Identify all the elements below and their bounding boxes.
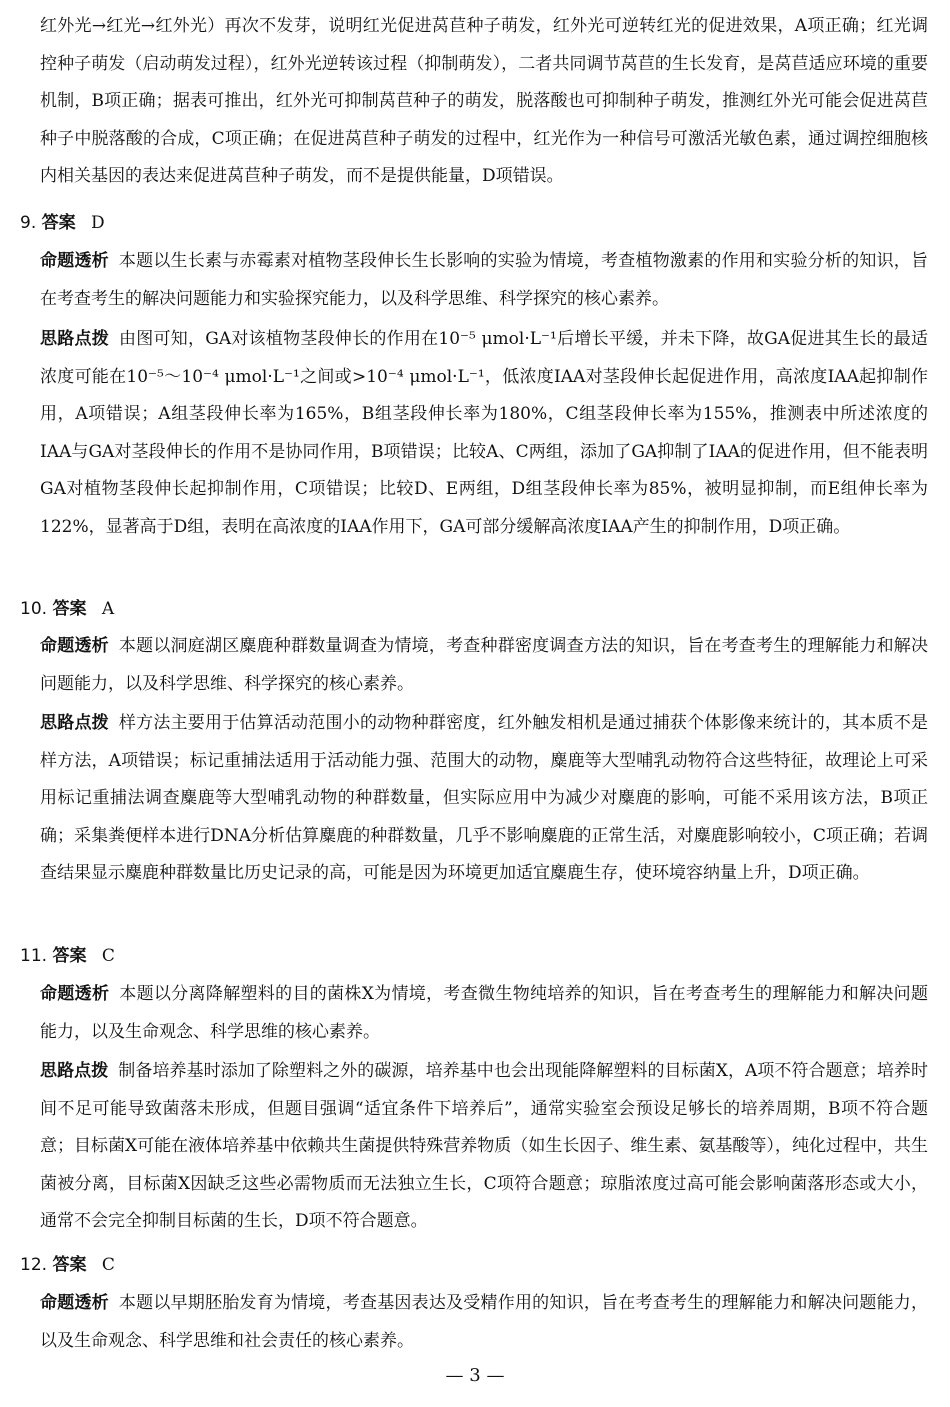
answer-label: 答案 [41, 213, 76, 233]
hint-text: 样方法主要用于估算活动范围小的动物种群密度，红外触发相机是通过捕获个体影像来统计的，其本质不是样方法，A项错误；标记重捕法适用于活动能力强、范围大的动物，麋鹿等大型哺乳动物符合这些特征，故理论上可采用标记重捕法调查麋鹿等大型哺乳动物的种群数量，但实际应用中为减少对麋鹿的影响，可能不采用该方法，B项正确；采集粪便样本进行DNA分析估算麋鹿的种群数量，几乎不影响麋鹿的正常生活，对麋鹿影响较小，C项正确；若调查结果显示麋鹿种群数量比历史记录的高，可能是因为环境更加适宜麋鹿生存，使环境容纳量上升，D项正确。 [40, 713, 929, 883]
analysis-label: 命题透析 [40, 984, 110, 1004]
answer-value: C [101, 1255, 115, 1275]
question-11-analysis [40, 976, 928, 1051]
question-12-answer [20, 1253, 115, 1277]
question-9-analysis [40, 243, 928, 318]
question-10-hint [40, 705, 928, 893]
analysis-text: 本题以早期胚胎发育为情境，考查基因表达及受精作用的知识，旨在考查考生的理解能力和解决问题能力，以及生命观念、科学思维和社会责任的核心素养。 [40, 1293, 929, 1351]
question-11-hint [40, 1053, 928, 1241]
answer-label: 答案 [52, 946, 87, 966]
hint-label: 思路点拨 [40, 1061, 109, 1081]
question-10-analysis [40, 628, 928, 703]
analysis-text: 本题以分离降解塑料的目的菌株X为情境，考查微生物纯培养的知识，旨在考查考生的理解能力和解决问题能力，以及生命观念、科学思维的核心素养。 [40, 984, 929, 1042]
answer-value: C [101, 946, 115, 966]
question-number: 11. [20, 946, 48, 966]
analysis-label: 命题透析 [40, 251, 109, 271]
question-9-answer [20, 211, 105, 235]
question-9-hint [40, 321, 928, 546]
question-11-answer [20, 944, 115, 968]
hint-label: 思路点拨 [40, 713, 109, 733]
analysis-text: 本题以生长素与赤霉素对植物茎段伸长生长影响的实验为情境，考查植物激素的作用和实验分析的知识，旨在考查考生的解决问题能力和实验探究能力，以及科学思维、科学探究的核心素养。 [40, 251, 929, 309]
question-number: 9. [20, 213, 37, 233]
question-number: 12. [20, 1255, 48, 1275]
hint-label: 思路点拨 [40, 329, 110, 349]
answer-label: 答案 [52, 1255, 87, 1275]
hint-text: 由图可知，GA对该植物茎段伸长的作用在10⁻⁵ μmol·L⁻¹后增长平缓，并未下降，故GA促进其生长的最适浓度可能在10⁻⁵～10⁻⁴ μmol·L⁻¹之间或>10⁻⁴ μmol·L⁻¹，低浓度IAA对茎段伸长起促进作用，高浓度IAA起抑制作用，A项错误；A组茎段伸长率为165%，B组茎段伸长率为180%，C组茎段伸长率为155%，推测表中所述浓度的IAA与GA对茎段伸长的作用不是协同作用，B项错误；比较A、C两组，添加了GA抑制了IAA的促进作用，但不能表明GA对植物茎段伸长起抑制作用，C项错误；比较D、E两组，D组茎段伸长率为85%，被明显抑制，而E组伸长率为122%，显著高于D组，表明在高浓度的IAA作用下，GA可部分缓解高浓度IAA产生的抑制作用，D项正确。 [40, 329, 929, 537]
answer-value: D [91, 213, 105, 233]
intro-paragraph: 红外光→红光→红外光）再次不发芽，说明红光促进莴苣种子萌发，红外光可逆转红光的促进效果，A项正确；红光调控种子萌发（启动萌发过程），红外光逆转该过程（抑制萌发），二者共同调节莴苣的生长发育，是莴苣适应环境的重要机制，B项正确；据表可推出，红外光可抑制莴苣种子的萌发，脱落酸也可抑制种子萌发，推测红外光可能会促进莴苣种子中脱落酸的合成，C项正确；在促进莴苣种子萌发的过程中，红光作为一种信号可激活光敏色素，通过调控细胞核内相关基因的表达来促进莴苣种子萌发，而不是提供能量，D项错误。 [40, 16, 928, 186]
page-number: — 3 — [445, 1365, 505, 1386]
answer-value: A [101, 599, 115, 619]
analysis-label: 命题透析 [40, 636, 109, 656]
answer-label: 答案 [52, 599, 87, 619]
hint-text: 制备培养基时添加了除塑料之外的碳源，培养基中也会出现能降解塑料的目标菌X，A项不符合题意；培养时间不足可能导致菌落未形成，但题目强调“适宜条件下培养后”，通常实验室会预设足够长的培养周期，B项不符合题意；目标菌X可能在液体培养基中依赖共生菌提供特殊营养物质（如生长因子、维生素、氨基酸等），纯化过程中，共生菌被分离，目标菌X因缺乏这些必需物质而无法独立生长，C项符合题意；琼脂浓度过高可能会影响菌落形态或大小，通常不会完全抑制目标菌的生长，D项不符合题意。 [40, 1061, 929, 1231]
analysis-label: 命题透析 [40, 1293, 109, 1313]
question-12-analysis [40, 1285, 928, 1360]
question-10-answer [20, 597, 114, 621]
question-number: 10. [20, 599, 48, 619]
analysis-text: 本题以洞庭湖区麋鹿种群数量调查为情境，考查种群密度调查方法的知识，旨在考查考生的理解能力和解决问题能力，以及科学思维、科学探究的核心素养。 [40, 636, 929, 694]
